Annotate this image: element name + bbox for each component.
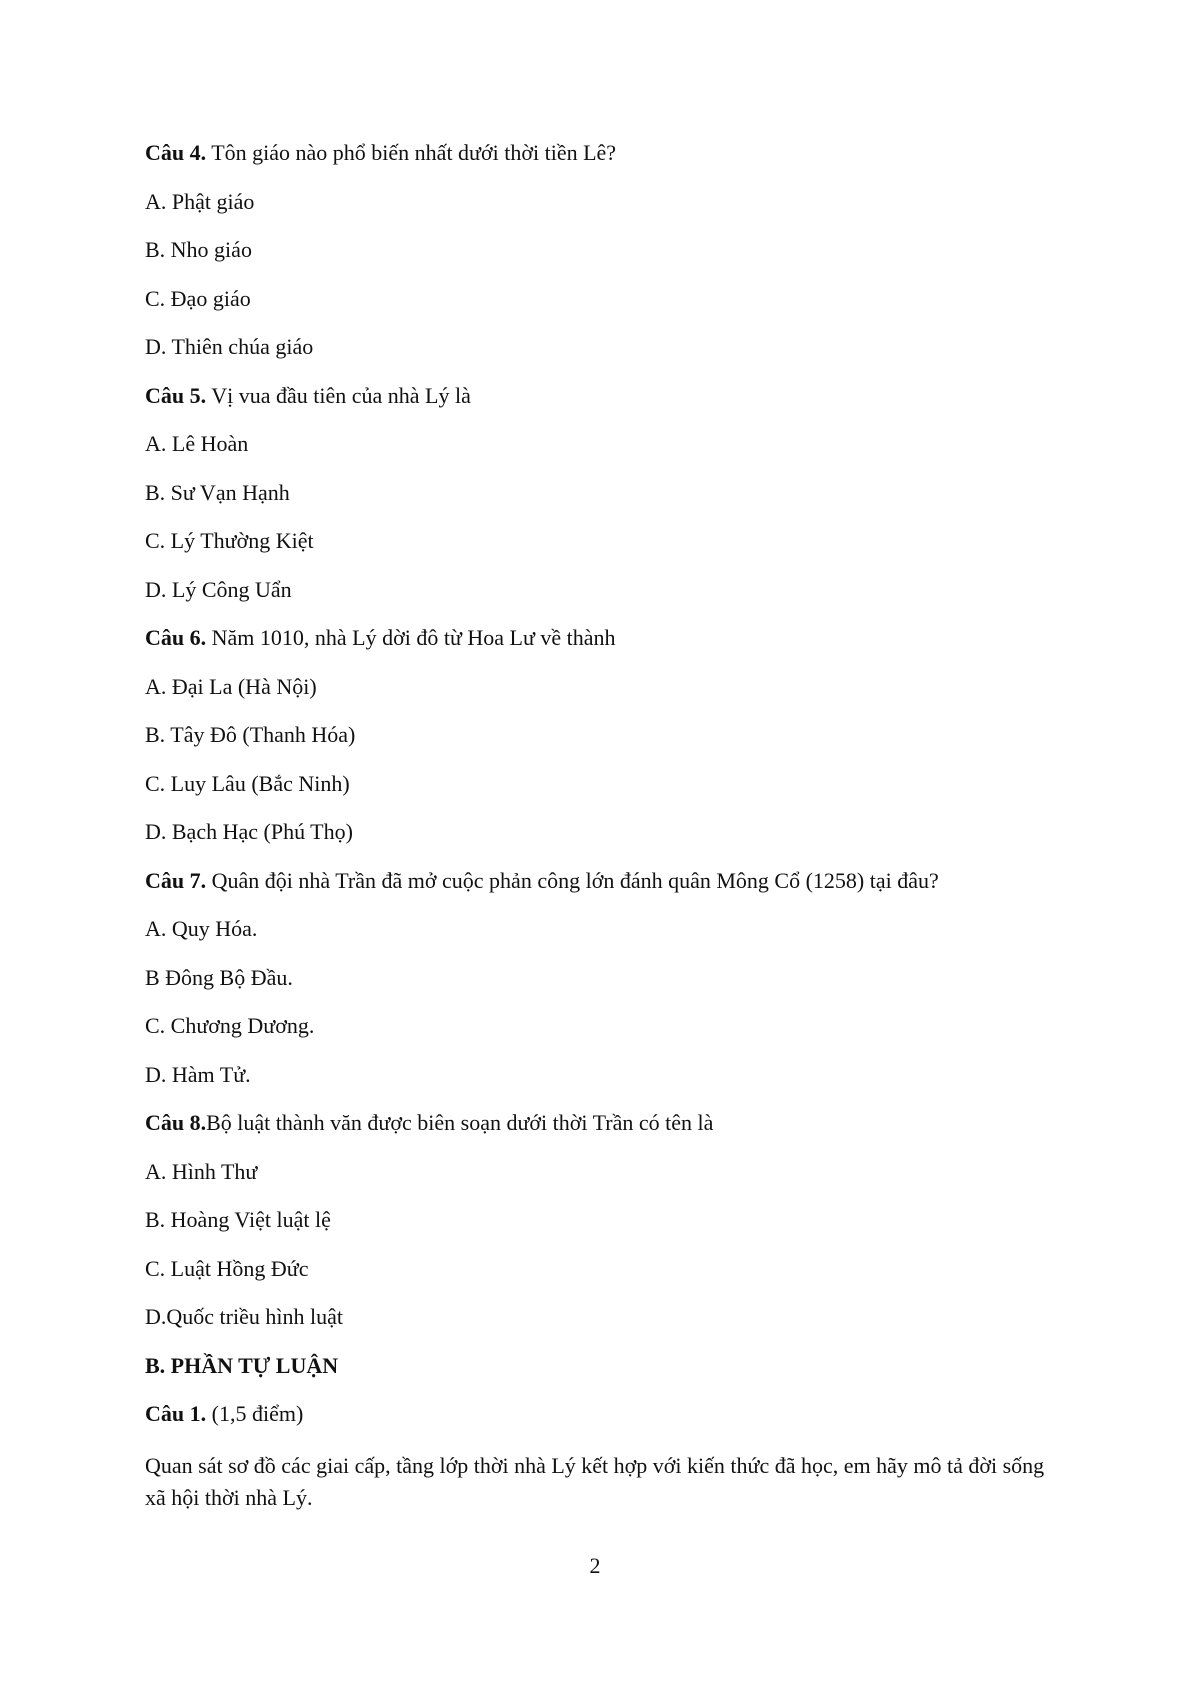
question-7 [145,868,1045,894]
option-a: A. Phật giáo [145,188,255,214]
option-c: C. Chương Dương. [145,1013,315,1038]
option-b: B. Hoàng Việt luật lệ [145,1207,331,1232]
option-c: C. Luy Lâu (Bắc Ninh) [145,770,350,796]
essay-question-text: Quan sát sơ đồ các giai cấp, tầng lớp thời nhà Lý kết hợp với kiến thức đã học, em hãy mô tả đời sống xã hội thời nhà Lý. [145,1452,1045,1510]
option-a: A. Quy Hóa. [145,916,258,941]
section-heading: B. PHẦN TỰ LUẬN [145,1352,339,1378]
question-points: (1,5 điểm) [206,1401,304,1426]
option-c: C. Đạo giáo [145,285,251,311]
option-b: B. Tây Đô (Thanh Hóa) [145,722,356,747]
question-label: Câu 6. [145,625,207,650]
option-a: A. Hình Thư [145,1158,258,1184]
question-label: Câu 7. [145,867,207,893]
option-b: B. Nho giáo [145,237,252,262]
option-b: B. Sư Vạn Hạnh [145,479,290,505]
option-a: A. Đại La (Hà Nội) [145,673,317,699]
question-label: Câu 1. [145,1401,207,1426]
question-label: Câu 8. [145,1110,207,1135]
question-text: Bộ luật thành văn được biên soạn dưới thời Trần có tên là [206,1110,714,1135]
question-text: Tôn giáo nào phổ biến nhất dưới thời tiền Lê? [206,140,617,165]
option-d: D. Thiên chúa giáo [145,334,314,359]
page-content [145,140,1045,1514]
question-label: Câu 4. [145,140,207,165]
option-d: D. Bạch Hạc (Phú Thọ) [145,819,353,844]
option-d: D.Quốc triều hình luật [145,1304,343,1329]
question-5 [145,383,1045,409]
question-6 [145,625,1045,651]
option-d: D. Hàm Tử. [145,1061,251,1087]
option-a: A. Lê Hoàn [145,431,249,456]
option-c: C. Luật Hồng Đức [145,1255,309,1281]
question-8 [145,1110,1045,1136]
option-b: B Đông Bộ Đầu. [145,964,293,990]
question-text: Quân đội nhà Trần đã mở cuộc phản công lớn đánh quân Mông Cổ (1258) tại đâu? [206,867,939,893]
option-c: C. Lý Thường Kiệt [145,528,314,553]
question-text: Năm 1010, nhà Lý dời đô từ Hoa Lư về thành [206,625,616,650]
essay-question-1 [145,1401,1045,1427]
question-text: Vị vua đầu tiên của nhà Lý là [206,382,471,408]
question-4 [145,140,1045,166]
option-d: D. Lý Công Uẩn [145,576,292,602]
page-number: 2 [589,1553,601,1578]
question-label: Câu 5. [145,382,207,408]
